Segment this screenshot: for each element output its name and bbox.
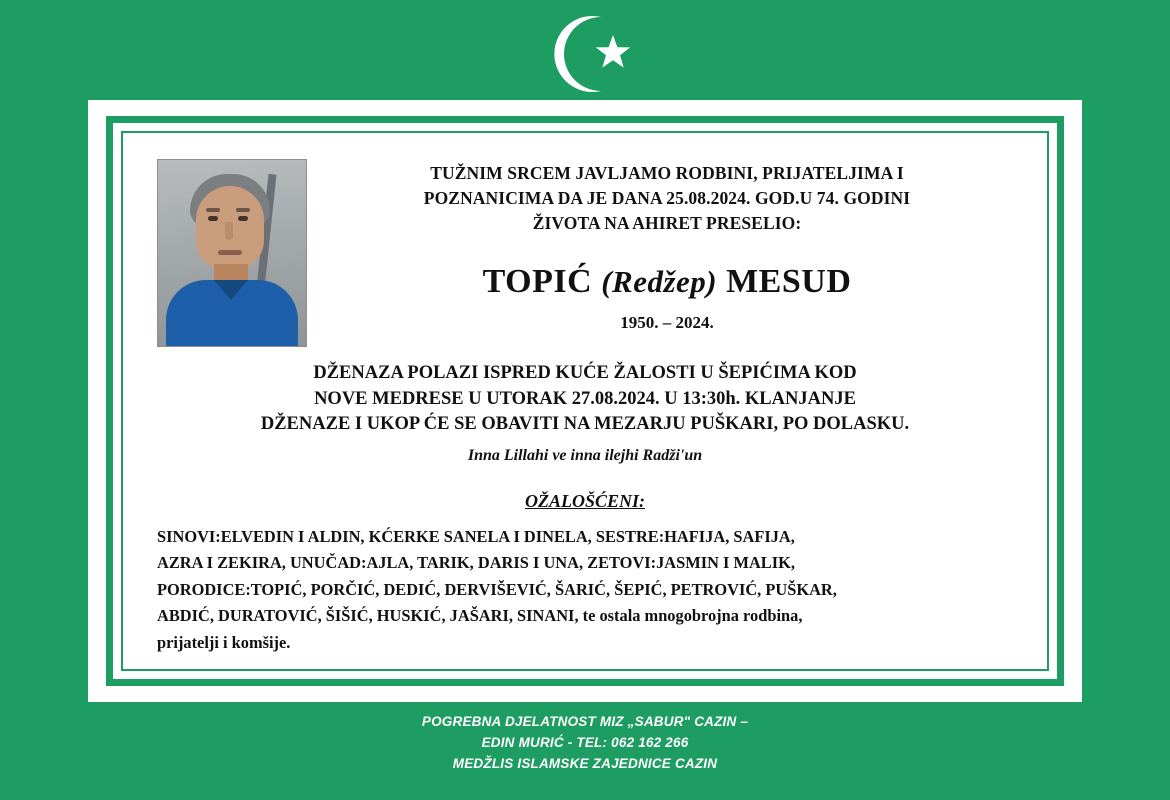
announcement-line-1: TUŽNIM SRCEM JAVLJAMO RODBINI, PRIJATELJIMA I	[430, 163, 904, 183]
poster-content	[121, 131, 1049, 671]
announcement-line-3: ŽIVOTA NA AHIRET PRESELIO:	[532, 213, 802, 234]
mourners-line-4: ABDIĆ, DURATOVIĆ, ŠIŠIĆ, HUSKIĆ, JAŠARI, SINANI, te ostala mnogobrojna rodbina,	[157, 606, 803, 626]
mourners-line-1: SINOVI:ELVEDIN I ALDIN, KĆERKE SANELA I DINELA, SESTRE:HAFIJA, SAFIJA,	[157, 526, 795, 546]
poster-frame	[88, 100, 1082, 702]
announcement-line-2: POZNANICIMA DA JE DANA 25.08.2024. GOD.U 74. GODINI	[423, 188, 911, 209]
footer-line-2: EDIN MURIĆ - TEL: 062 162 266	[481, 734, 689, 750]
deceased-photo	[157, 159, 307, 347]
header-row	[149, 155, 1021, 347]
deceased-surname: TOPIĆ	[482, 262, 593, 300]
photo-brow-right	[236, 208, 250, 212]
funeral-details	[149, 361, 1021, 465]
photo-nose	[225, 222, 233, 240]
life-years: 1950. – 2024.	[620, 312, 714, 332]
deceased-father-name: (Redžep)	[601, 263, 718, 299]
photo-wrap	[157, 159, 309, 347]
footer-line-1: POGREBNA DJELATNOST MIZ „SABUR" CAZIN –	[421, 714, 749, 729]
funeral-line-3: DŽENAZE I UKOP ĆE SE OBAVITI NA MEZARJU PUŠKARI, PO DOLASKU.	[260, 414, 910, 435]
funeral-line-2: NOVE MEDRESE U UTORAK 27.08.2024. U 13:30h. KLANJANJE	[314, 388, 856, 409]
photo-mouth	[218, 250, 242, 255]
deceased-name	[319, 263, 1015, 301]
poster-frame-inner-border	[106, 116, 1064, 686]
deceased-given-name: MESUD	[726, 262, 852, 300]
announcement-header	[309, 155, 1021, 333]
crescent-star-area	[0, 8, 1170, 100]
prayer-text: Inna Lillahi ve inna ilejhi Radži'un	[467, 446, 703, 464]
mourners-line-5: prijatelji i komšije.	[157, 632, 291, 652]
photo-brow-left	[206, 208, 220, 212]
footer-line-3: MEDŽLIS ISLAMSKE ZAJEDNICE CAZIN	[452, 755, 718, 771]
photo-eye-right	[238, 216, 248, 221]
mourners-line-3: PORODICE:TOPIĆ, PORČIĆ, DEDIĆ, DERVIŠEVIĆ, ŠARIĆ, ŠEPIĆ, PETROVIĆ, PUŠKAR,	[157, 579, 837, 599]
funeral-line-1: DŽENAZA POLAZI ISPRED KUĆE ŽALOSTI U ŠEPIĆIMA KOD	[313, 363, 857, 383]
poster-footer	[0, 712, 1170, 775]
photo-eye-left	[208, 216, 218, 221]
crescent-star-icon	[539, 11, 631, 97]
mourners-title: OŽALOŠĆENI:	[524, 490, 645, 511]
mourners-list	[149, 524, 1021, 657]
mourners-line-2: AZRA I ZEKIRA, UNUČAD:AJLA, TARIK, DARIS I UNA, ZETOVI:JASMIN I MALIK,	[157, 553, 795, 573]
